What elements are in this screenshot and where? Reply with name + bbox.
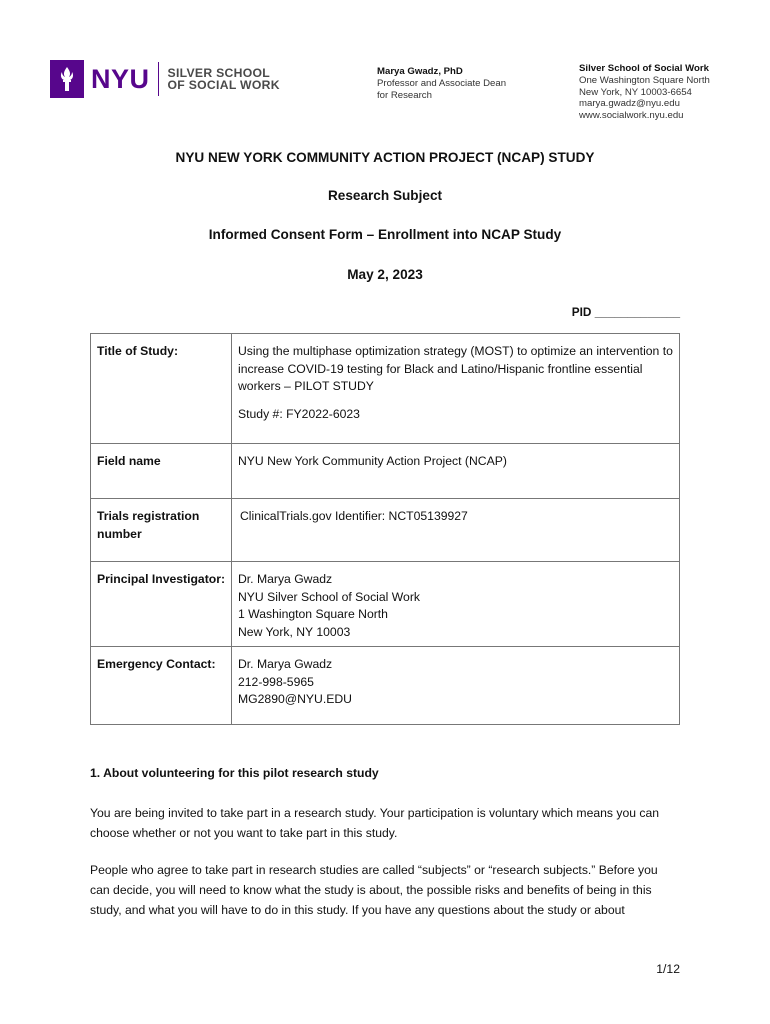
dean-block xyxy=(377,66,506,101)
title-value-cell xyxy=(232,334,680,444)
school-name-line2: OF SOCIAL WORK xyxy=(167,78,280,92)
field-label: Field name xyxy=(91,444,232,499)
subject-title: Research Subject xyxy=(327,188,443,203)
school-name-line1: SILVER SCHOOL xyxy=(167,65,271,80)
title-label: Title of Study: xyxy=(91,334,232,444)
study-title: NYU NEW YORK COMMUNITY ACTION PROJECT (NCAP) STUDY xyxy=(175,150,595,165)
torch-icon xyxy=(50,60,84,98)
nyu-wordmark: NYU xyxy=(91,63,150,94)
office-address-1: One Washington Square North xyxy=(579,74,710,86)
emergency-line-2: 212-998-5965 xyxy=(238,674,314,689)
page-number: 1/12 xyxy=(656,962,680,976)
body-paragraph-1: You are being invited to take part in a research study. Your participation is voluntary which means you can choose whether or not you want to take part in this study. xyxy=(90,806,660,840)
pi-line-1: Dr. Marya Gwadz xyxy=(238,572,333,586)
school-name xyxy=(168,67,280,92)
pi-value-cell xyxy=(232,562,680,647)
pi-label: Principal Investigator: xyxy=(91,562,232,647)
body-paragraph-2: People who agree to take part in research studies are called “subjects” or “research subjects.” Before you can decide, you will need to know what the study is about, the possible risks and benefits of being in this study, and what you will have to do in this study. If you have any questions about the study or about xyxy=(90,863,658,917)
table-row-trials xyxy=(91,499,680,562)
form-date: May 2, 2023 xyxy=(347,267,423,282)
office-address-2: New York, NY 10003-6654 xyxy=(579,86,692,98)
office-email: marya.gwadz@nyu.edu xyxy=(579,98,680,110)
emergency-value-cell xyxy=(232,647,680,725)
trials-label: Trials registration number xyxy=(91,499,232,562)
office-name: Silver School of Social Work xyxy=(579,63,709,74)
dean-title: Professor and Associate Dean xyxy=(377,77,507,89)
trials-value: ClinicalTrials.gov Identifier: NCT05139927 xyxy=(232,499,680,562)
field-value: NYU New York Community Action Project (NCAP) xyxy=(232,444,680,499)
section-heading: 1. About volunteering for this pilot research study xyxy=(90,766,379,780)
emergency-label: Emergency Contact: xyxy=(91,647,232,725)
table-row-title xyxy=(91,334,680,444)
nyu-silver-logo xyxy=(50,60,280,98)
pid-field: PID _____________ xyxy=(571,305,680,319)
study-number: Study #: FY2022-6023 xyxy=(238,406,360,421)
office-website: www.socialwork.nyu.edu xyxy=(579,110,684,122)
office-block xyxy=(579,63,710,122)
emergency-line-1: Dr. Marya Gwadz xyxy=(238,657,333,671)
logo-divider xyxy=(158,62,159,96)
table-row-pi xyxy=(91,562,680,647)
form-title: Informed Consent Form – Enrollment into NCAP Study xyxy=(208,227,562,242)
pi-line-3: 1 Washington Square North xyxy=(238,607,388,621)
pi-line-2: NYU Silver School of Social Work xyxy=(238,589,420,604)
dean-name: Marya Gwadz, PhD xyxy=(377,66,463,77)
table-row-emergency xyxy=(91,647,680,725)
title-value: Using the multiphase optimization strategy (MOST) to optimize an intervention to increase COVID-19 testing for Black and Latino/Hispanic frontline essential workers – PILOT STUDY xyxy=(238,344,673,393)
emergency-line-3: MG2890@NYU.EDU xyxy=(238,692,352,706)
pi-line-4: New York, NY 10003 xyxy=(238,624,351,639)
study-info-table xyxy=(90,333,680,725)
table-row-field xyxy=(91,444,680,499)
dean-title-2: for Research xyxy=(377,89,432,101)
